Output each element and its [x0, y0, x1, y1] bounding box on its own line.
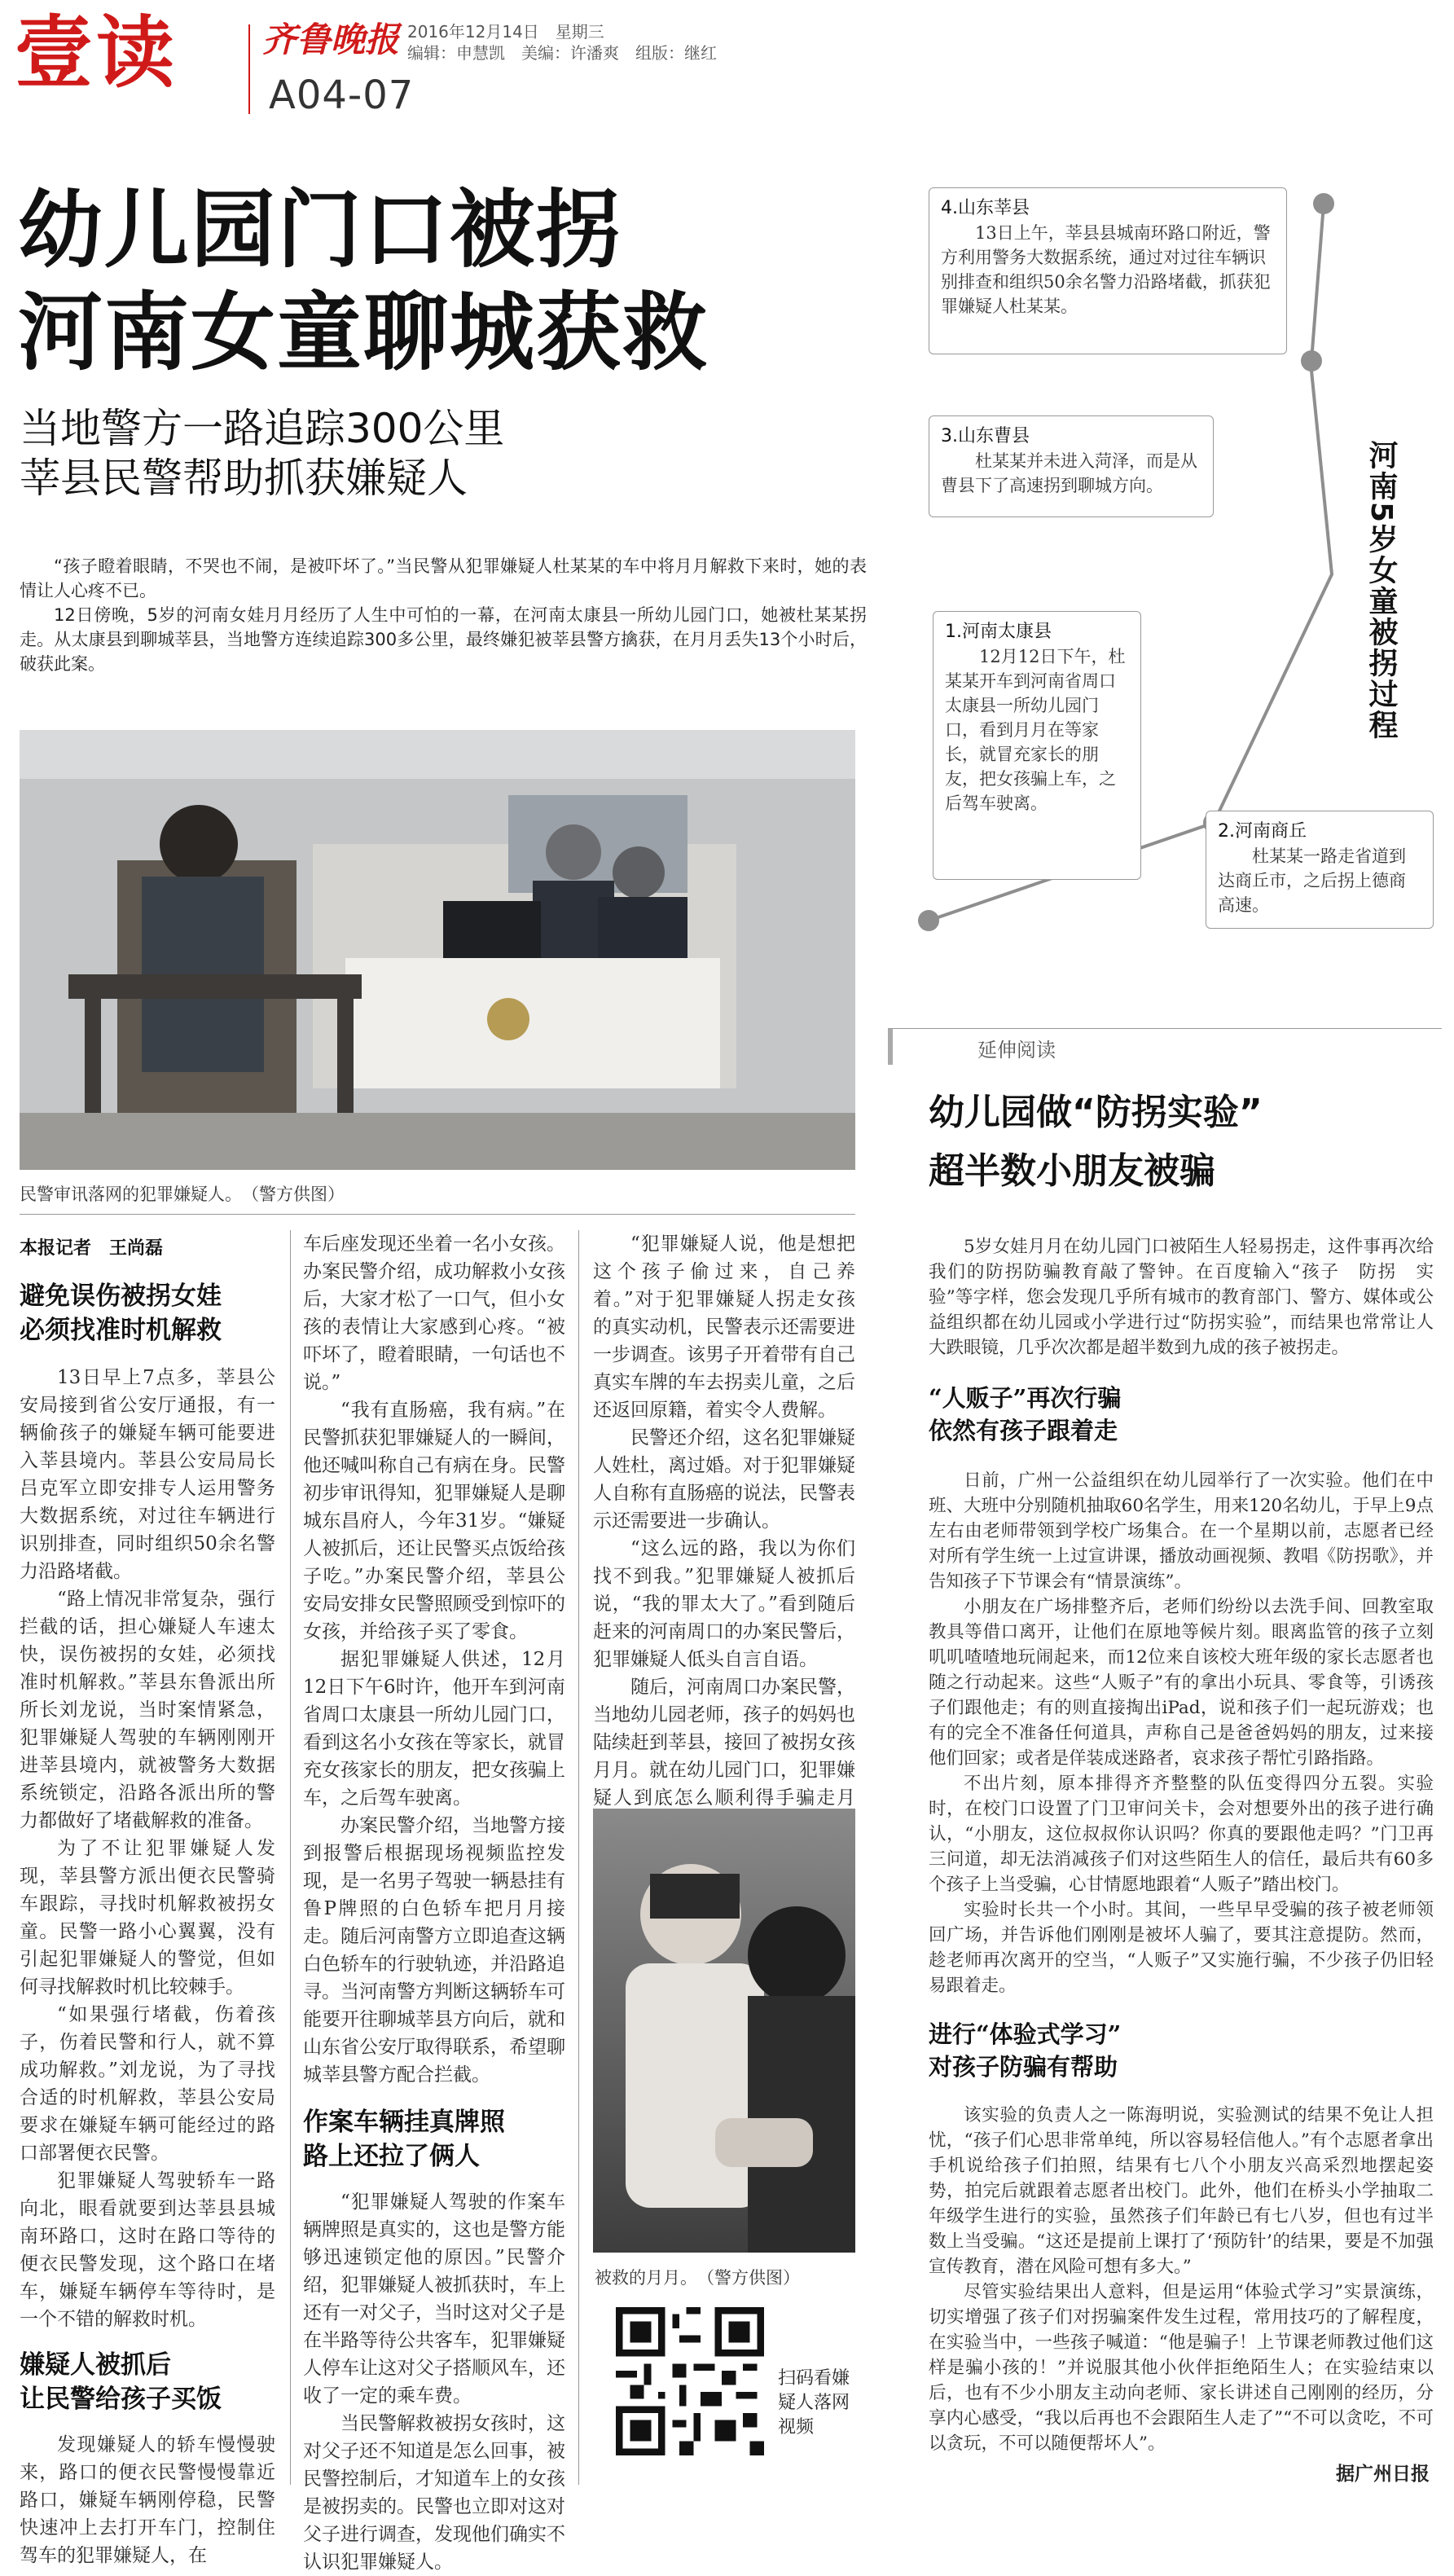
- route-stop-text: 13日上午，莘县县城南环路口附近，警方利用警务大数据系统，通过对过往车辆识别排查和组织50余名警力沿路堵截，抓获犯罪嫌疑人杜某某。: [941, 223, 1271, 316]
- paragraph: “如果强行堵截，伤着孩子，伤着民警和行人，就不算成功解救。”刘龙说，为了寻找合适的时机解救，莘县公安局要求在嫌疑车辆可能经过的路口部署便衣民警。: [20, 2004, 275, 2164]
- column-divider: [290, 1230, 291, 2485]
- brand-logo: 齐鲁晚报: [262, 20, 400, 59]
- route-stop-title: 3.山东曹县: [941, 426, 1030, 446]
- subheading: 作案车辆挂真牌照: [303, 2108, 505, 2137]
- ext-body: [929, 1234, 1434, 2456]
- subheading: 对孩子防骗有帮助: [929, 2053, 1118, 2081]
- route-stop-title: 1.河南太康县: [945, 622, 1052, 642]
- byline: 本报记者 王尚磊: [20, 1238, 164, 1259]
- qr-label-line: 扫码看嫌: [778, 2368, 850, 2389]
- extended-reading-bar: [888, 1028, 1442, 1064]
- subheading: 必须找准时机解救: [20, 1316, 222, 1345]
- headline-line2: 河南女童聊城获救: [18, 283, 709, 382]
- rule: [20, 1214, 855, 1215]
- section-title: 壹读: [15, 7, 178, 99]
- column-divider: [578, 1230, 579, 2485]
- ext-source: 据广州日报: [1336, 2464, 1430, 2485]
- lead-paragraph: “孩子瞪着眼睛，不哭也不闹，是被吓坏了。”当民警从犯罪嫌疑人杜某某的车中将月月解救下来时，她的表情让人心疼不已。: [20, 556, 867, 600]
- paragraph: 小朋友在广场排整齐后，老师们纷纷以去洗手间、回教室取教具等借口离开，让他们在原地等候片刻。眼离监管的孩子立刻叽叽喳喳地玩闹起来，而12位来自该校大班年级的家长志愿者也随之行动起来。这些“人贩子”有的拿出小玩具、零食等，引诱孩子们跟他走；有的则直接掏出iPad，说和孩子们一起玩游戏；也有的完全不准备任何道具，声称自己是爸爸妈妈的朋友，过来接他们回家；或者是佯装成迷路者，哀求孩子帮忙引路指路。: [929, 1597, 1434, 1769]
- qr-label-line: 视频: [778, 2417, 815, 2438]
- subheading: 依然有孩子跟着走: [929, 1417, 1118, 1444]
- masthead-divider: [248, 24, 250, 114]
- ext-tag-marker: [888, 1029, 893, 1065]
- subheadline-2: 莘县民警帮助抓获嫌疑人: [20, 455, 468, 502]
- subheading: 让民警给孩子买饭: [20, 2385, 222, 2414]
- paragraph: 为了不让犯罪嫌疑人发现，莘县警方派出便衣民警骑车跟踪，寻找时机解救被拐女童。民警一路小心翼翼，没有引起犯罪嫌疑人的警觉，但如何寻找解救时机比较棘手。: [20, 1838, 275, 1998]
- route-stop-title: 4.山东莘县: [941, 198, 1030, 218]
- date-line: 2016年12月14日 星期三: [407, 22, 604, 42]
- paragraph: 据犯罪嫌疑人供述，12月12日下午6时许，他开车到河南省周口太康县一所幼儿园门口，看到这名小女孩在等家长，就冒充女孩家长的朋友，把女孩骗上车，之后驾车驶离。: [303, 1649, 565, 1809]
- paragraph: 随后，河南周口办案民警，当地幼儿园老师，孩子的妈妈也陆续赶到莘县，接回了被拐女孩月月。就在幼儿园门口，犯罪嫌疑人到底怎么顺利得手骗走月: [593, 1677, 855, 1809]
- paragraph: 13日早上7点多，莘县公安局接到省公安厅通报，有一辆偷孩子的嫌疑车辆可能要进入莘县境内。莘县公安局局长吕克军立即安排专人运用警务大数据系统，对过往车辆进行识别排查，同时组织50余名警力沿路堵截。: [20, 1367, 275, 1582]
- masthead: [0, 0, 1454, 130]
- subheading: 嫌疑人被抓后: [20, 2350, 171, 2380]
- route-stop-text: 杜某某一路走省道到达商丘市，之后拐上德商高速。: [1218, 846, 1406, 915]
- paragraph: “我有直肠癌，我有病。”在民警抓获犯罪嫌疑人的一瞬间，他还喊叫称自己有病在身。民警初步审讯得知，犯罪嫌疑人是聊城东昌府人，今年31岁。“嫌疑人被抓后，还让民警买点饭给孩子吃。”办案民警介绍，莘县公安局安排女民警照顾受到惊吓的女孩，并给孩子买了零食。: [303, 1400, 565, 1642]
- rescued-girl-photo: [593, 1809, 855, 2253]
- ext-title-2: 超半数小朋友被骗: [929, 1150, 1215, 1192]
- paragraph: 办案民警介绍，当地警方接到报警后根据现场视频监控发现，是一名男子驾驶一辆悬挂有鲁P牌照的白色轿车把月月接走。随后河南警方立即追查这辆白色轿车的行驶轨迹，并沿路追寻。当河南警方判断这辆轿车可能要开往聊城莘县方向后，就和山东省公安厅取得联系，希望聊城莘县警方配合拦截。: [303, 1815, 565, 2086]
- headline-line1: 幼儿园门口被拐: [18, 180, 623, 279]
- paragraph: 尽管实验结果出人意料，但是运用“体验式学习”实景演练，切实增强了孩子们对拐骗案件发生过程，常用技巧的了解程度，在实验当中，一些孩子喊道：“他是骗子！上节课老师教过他们这样是骗小孩的！”并说服其他小伙伴拒绝陌生人；在实验结束以后，也有不少小朋友主动向老师、家长讲述自己刚刚的经历，分享内心感受，“我以后再也不会跟陌生人走了”“不可以贪吃，不可以贪玩，不可以随便帮坏人”。: [929, 2282, 1434, 2454]
- route-vertical-title: 河南5岁女童被拐过程: [1364, 440, 1398, 741]
- paragraph: 不出片刻，原本排得齐齐整整的队伍变得四分五裂。实验时，在校门口设置了门卫审问关卡，会对想要外出的孩子进行确认，“小朋友，这位叔叔你认识吗？你真的要跟他走吗？”门卫再三问道，却无法消减孩子们对这些陌生人的信任，最后共有60多个孩子上当受骗，心甘情愿地跟着“人贩子”踏出校门。: [929, 1774, 1434, 1895]
- route-stop-3: [929, 415, 1214, 517]
- paragraph: 实验时长共一个小时。其间，一些早早受骗的孩子被老师领回广场，并告诉他们刚刚是被坏人骗了，要其注意提防。然而，趁老师再次离开的空当，“人贩子”又实施行骗，不少孩子仍旧轻易跟着走。: [929, 1900, 1434, 1996]
- subheading: 路上还拉了俩人: [303, 2142, 480, 2171]
- article-column-2: [303, 1230, 565, 2576]
- photo2-caption: 被救的月月。 （警方供图）: [595, 2268, 800, 2288]
- photo1-caption: 民警审讯落网的犯罪嫌疑人。 （警方供图）: [20, 1185, 345, 1204]
- paragraph: 民警还介绍，这名犯罪嫌疑人姓杜，离过婚。对于犯罪嫌疑人自称有直肠癌的说法，民警表示还需要进一步确认。: [593, 1427, 855, 1532]
- route-stop-4: [929, 187, 1287, 354]
- ext-tag: 延伸阅读: [977, 1039, 1056, 1062]
- paragraph: “犯罪嫌疑人说，他是想把这个孩子偷过来，自己养着。”对于犯罪嫌疑人拐走女孩的真实动机，民警表示还需要进一步调查。该男子开着带有自己真实车牌的车去拐卖儿童，之后还返回原籍，着实令人费解。: [593, 1233, 855, 1421]
- paragraph: “路上情况非常复杂，强行拦截的话，担心嫌疑人车速太快，误伤被拐的女娃，必须找准时机解救。”莘县东鲁派出所所长刘龙说，当时案情紧急，犯罪嫌疑人驾驶的车辆刚刚开进莘县境内，就被警务大数据系统锁定，沿路各派出所的警力都做好了堵截解救的准备。: [20, 1589, 275, 1831]
- paragraph: “犯罪嫌疑人驾驶的作案车辆牌照是真实的，这也是警方能够迅速锁定他的原因。”民警介绍，犯罪嫌疑人被抓获时，车上还有一对父子，当时这对父子是在半路等待公共客车，犯罪嫌疑人停车让这对父子搭顺风车，还收了一定的乘车费。: [303, 2191, 565, 2407]
- paragraph: 犯罪嫌疑人驾驶轿车一路向北，眼看就要到达莘县县城南环路口，这时在路口等待的便衣民警发现，这个路口在堵车，嫌疑车辆停车等待时，是一个不错的解救时机。: [20, 2170, 275, 2330]
- subheading: 避免误伤被拐女娃: [20, 1281, 222, 1311]
- route-graphic: [888, 167, 1442, 1006]
- paragraph: “这么远的路，我以为你们找不到我。”犯罪嫌疑人被抓后说，“我的罪太大了。”看到随后赶来的河南周口的办案民警后，犯罪嫌疑人低头自言自语。: [593, 1538, 855, 1670]
- article-column-1: [20, 1279, 275, 2569]
- paragraph: 当民警解救被拐女孩时，这对父子还不知道是怎么回事，被民警控制后，才知道车上的女孩是被拐卖的。民警也立即对这对父子进行调查，发现他们确实不认识犯罪嫌疑人。: [303, 2413, 565, 2573]
- qr-code[interactable]: [616, 2307, 764, 2455]
- route-stop-text: 12月12日下午，杜某某开车到河南省周口太康县一所幼儿园门口，看到月月在等家长，就冒充家长的朋友，把女孩骗上车，之后驾车驶离。: [945, 647, 1126, 813]
- staff-line: 编辑：申慧凯 美编：许潘爽 组版：继红: [407, 43, 717, 63]
- qr-label-line: 疑人落网: [778, 2393, 850, 2413]
- interrogation-photo: [20, 730, 855, 1170]
- route-stop-1: [933, 611, 1141, 880]
- paragraph: 车后座发现还坐着一名小女孩。办案民警介绍，成功解救小女孩后，大家才松了一口气，但小女孩的表情让大家感到心疼。“被吓坏了，瞪着眼睛，一句话也不说。”: [303, 1233, 565, 1393]
- paragraph: 日前，广州一公益组织在幼儿园举行了一次实验。他们在中班、大班中分别随机抽取60名学生，用来120名幼儿，于早上9点左右由老师带领到学校广场集合。在一个星期以前，志愿者已经对所有学生统一上过宣讲课，播放动画视频、教唱《防拐歌》，并告知孩子下节课会有“情景演练”。: [929, 1470, 1434, 1592]
- qr-label: [778, 2367, 850, 2440]
- lead-text: [20, 554, 867, 676]
- paragraph: 该实验的负责人之一陈海明说，实验测试的结果不免让人担忧，“孩子们心思非常单纯，所以容易轻信他人。”有个志愿者拿出手机说给孩子们拍照，结果有七八个小朋友兴高采烈地摆起姿势，拍完后就跟着志愿者出校门。此外，他们在桥头小学抽取二年级学生进行的实验，虽然孩子们年龄已有七八岁，但也有过半数上当受骗。“这还是提前上课打了‘预防针’的结果，要是不加强宣传教育，潜在风险可想有多大。”: [929, 2105, 1434, 2277]
- route-stop-text: 杜某某并未进入菏泽，而是从曹县下了高速拐到聊城方向。: [941, 451, 1197, 495]
- route-stop-title: 2.河南商丘: [1218, 821, 1307, 842]
- paragraph: 发现嫌疑人的轿车慢慢驶来，路口的便衣民警慢慢靠近路口，嫌疑车辆刚停稳，民警快速冲上去打开车门，控制住驾车的犯罪嫌疑人，在: [20, 2434, 275, 2566]
- lead-paragraph: 12日傍晚，5岁的河南女娃月月经历了人生中可怕的一幕，在河南太康县一所幼儿园门口，她被杜某某拐走。从太康县到聊城莘县，当地警方连续追踪300多公里，最终嫌犯被莘县警方擒获，在月月丢失13个小时后，破获此案。: [20, 605, 867, 674]
- page-number: A04-07: [269, 73, 415, 118]
- paragraph: 5岁女娃月月在幼儿园门口被陌生人轻易拐走，这件事再次给我们的防拐防骗教育敲了警钟。在百度输入“孩子 防拐 实验”等字样，您会发现几乎所有城市的教育部门、警方、媒体或公益组织都在幼儿园或小学进行过“防拐实验”，而结果也常常让人大跌眼镜，几乎次次都是超半数到九成的孩子被拐走。: [929, 1237, 1434, 1358]
- subheading: “人贩子”再次行骗: [929, 1384, 1122, 1412]
- subheadline-1: 当地警方一路追踪300公里: [20, 405, 505, 452]
- ext-title-1: 幼儿园做“防拐实验”: [929, 1092, 1263, 1133]
- subheading: 进行“体验式学习”: [929, 2020, 1122, 2048]
